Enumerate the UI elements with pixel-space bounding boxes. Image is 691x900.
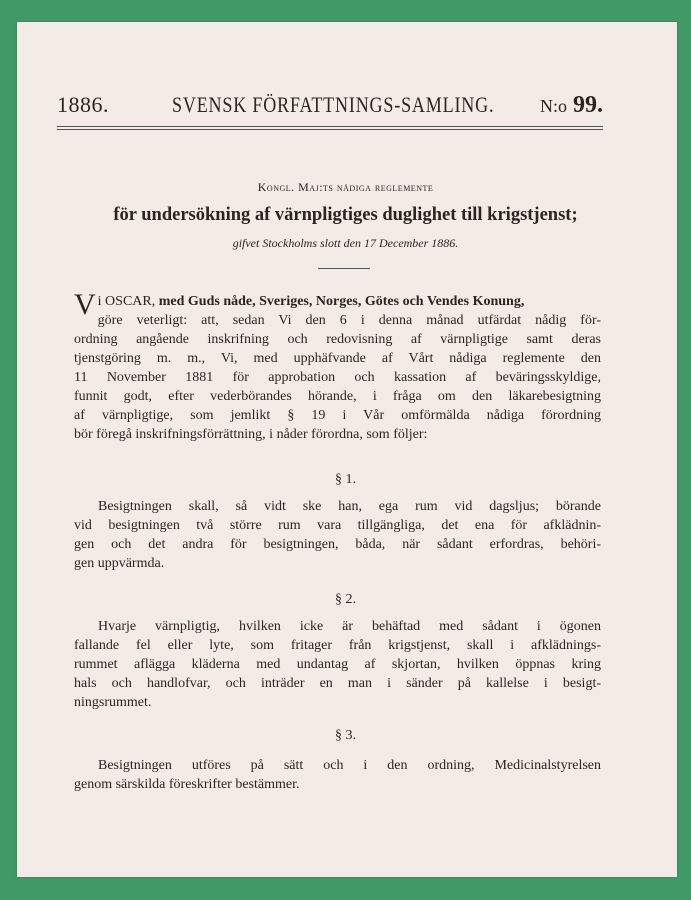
intro-line: funnit godt, efter vederbörandes hörande, i fråga om den läkarebesigtning	[74, 389, 601, 404]
section-line: Hvarje värnpligtig, hvilken icke är behäftad med sådant i ögonen	[98, 619, 601, 634]
intro-paragraph	[74, 288, 601, 444]
section-heading: § 1.	[335, 472, 356, 487]
document-subtitle: Kongl. Maj:ts nådiga reglemente	[257, 180, 434, 194]
header-title: SVENSK FÖRFATTNINGS-SAMLING.	[172, 92, 495, 117]
intro-line: göre veterligt: att, sedan Vi den 6 i denna månad utfärdat nådig för-	[97, 313, 601, 328]
section-heading: § 3.	[335, 728, 356, 743]
intro-line: af värnpligtige, som jemlikt § 19 i Vår omförmälda nådiga förordning	[74, 408, 601, 423]
section-paragraph	[74, 756, 601, 794]
section-line: genom särskilda föreskrifter bestämmer.	[74, 777, 300, 792]
section-line: Besigtningen utföres på sätt och i den ordning, Medicinalstyrelsen	[98, 758, 601, 773]
section-line: Besigtningen skall, så vidt ske han, ega rum vid dagsljus; börande	[98, 499, 601, 514]
title-divider	[318, 268, 370, 269]
header-year: 1886.	[57, 92, 109, 117]
header-number-label: N:o	[540, 96, 567, 116]
section-line: hals och handlofvar, och inträder en man i sänder på kallelse i besigt-	[74, 676, 601, 691]
section-line: vid besigtningen två större rum vara tillgängliga, det ena för afklädnin-	[74, 518, 601, 533]
section-heading: § 2.	[335, 592, 356, 607]
section-line: gen uppvärmda.	[74, 556, 165, 571]
intro-line: tjenstgöring m. m., Vi, med upphäfvande af Vårt nådiga reglemente den	[74, 351, 601, 366]
page-header	[57, 92, 603, 132]
header-rule-top	[57, 126, 603, 127]
intro-lead-bold: med Guds nåde, Sveriges, Norges, Götes och Vendes Konung,	[158, 294, 525, 309]
section-paragraph	[74, 617, 601, 712]
section-line: gen och det andra för besigtningen, båda, när sådant erfordras, behöri-	[74, 537, 601, 552]
intro-line: 11 November 1881 för approbation och kassation af beväringsskyldige,	[74, 370, 601, 385]
section-line: fallande fel eller lyte, som fritager från krigstjenst, skall i afklädnings-	[74, 638, 601, 653]
document-title: för undersökning af värnpligtiges duglighet till krigstjenst;	[113, 205, 578, 225]
section-line: ningsrummet.	[74, 695, 152, 710]
header-rule-bottom	[57, 129, 603, 130]
document-page	[17, 22, 677, 877]
header-number-value: 99.	[573, 92, 603, 118]
drop-cap: V	[74, 288, 96, 321]
section-line: rummet aflägga kläderna med undantag af skjortan, hvilken öppnas kring	[74, 657, 601, 672]
header-number	[540, 92, 603, 119]
intro-lead: i OSCAR,	[97, 294, 159, 309]
section-paragraph	[74, 497, 601, 573]
intro-line: ordning angående inskrifning och redovisning af värnpligtige samt deras	[74, 332, 601, 347]
document-date-line: gifvet Stockholms slott den 17 December 1886.	[232, 236, 459, 250]
intro-line: bör föregå inskrifningsförrättning, i nåder förordna, som följer:	[74, 427, 428, 442]
